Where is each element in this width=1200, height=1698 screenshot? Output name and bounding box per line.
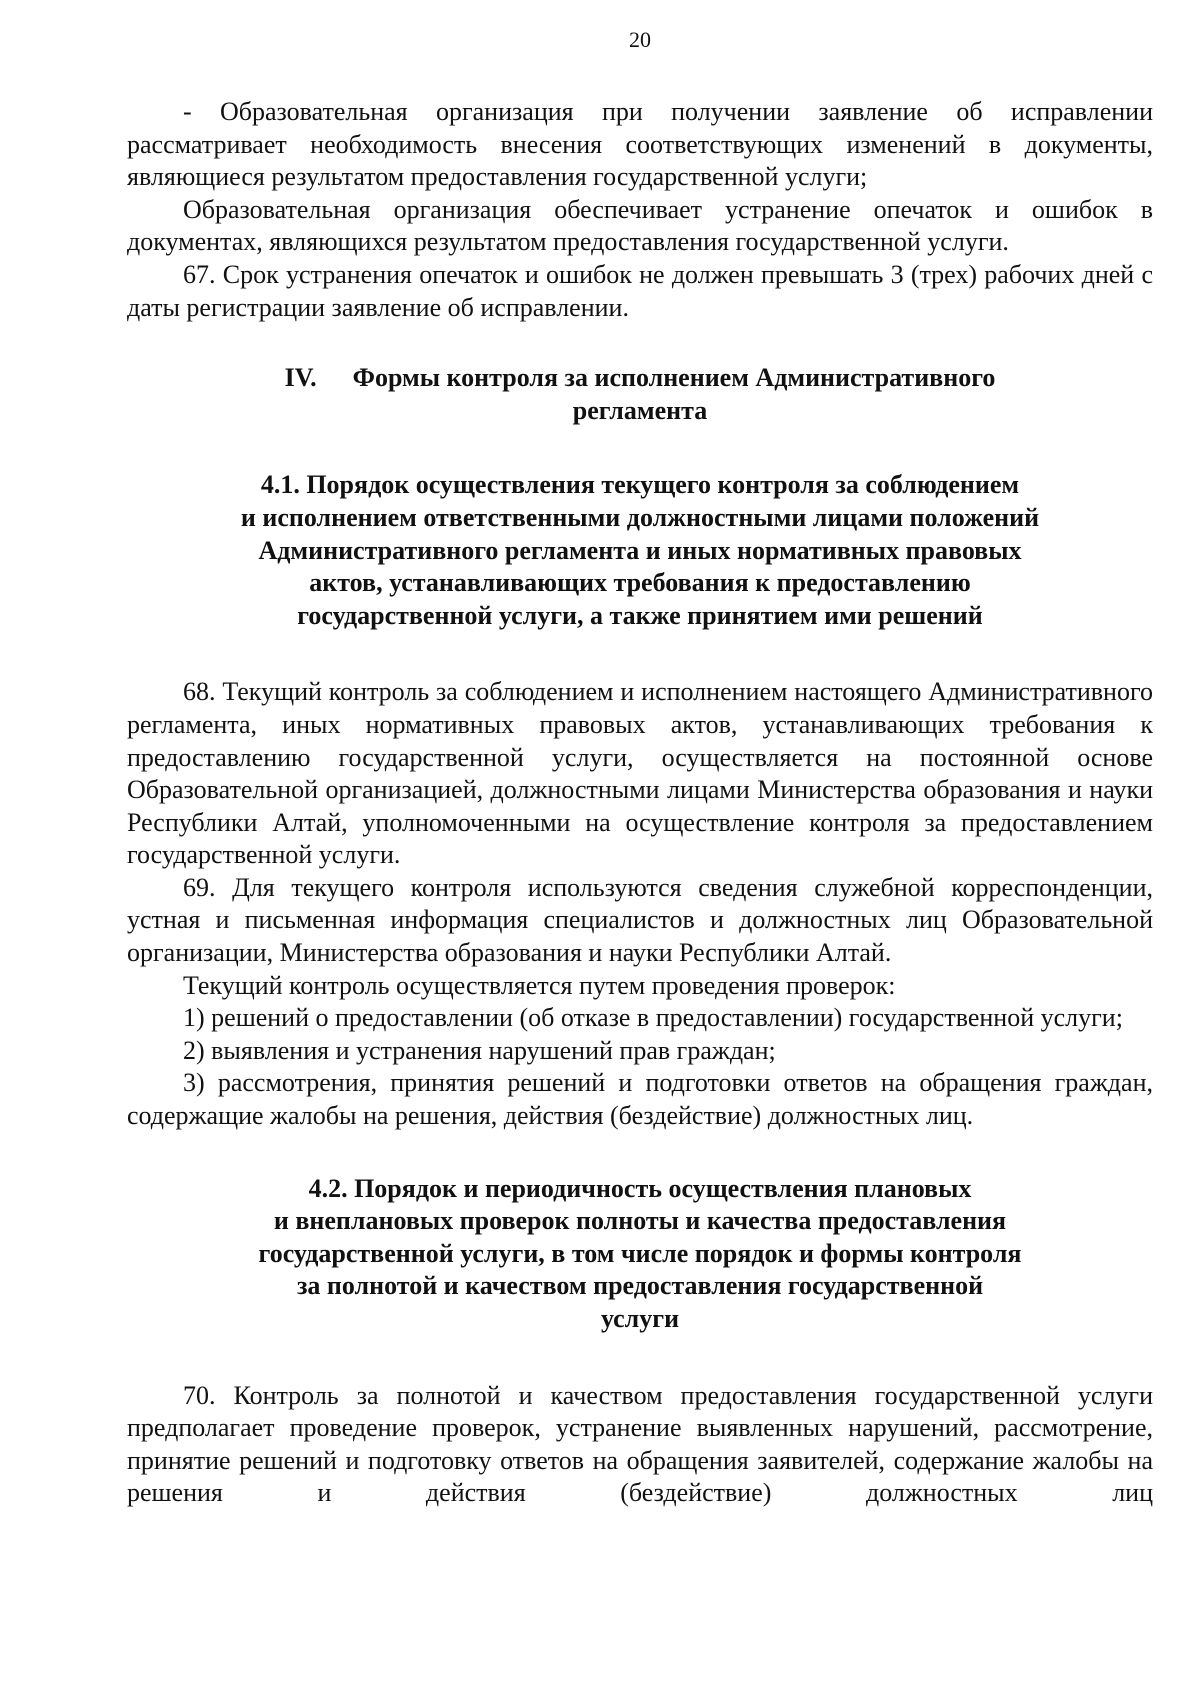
paragraph-69: 69. Для текущего контроля используются сведения служебной корреспонденции, устная и письменная информация специалистов и должностных лиц Образовательной организации, Министерства образования и науки Республики Алтай. bbox=[127, 872, 1153, 968]
list-item-1: 1) решений о предоставлении (об отказе в предоставлении) государственной услуги; bbox=[183, 1003, 1123, 1033]
paragraph-current-control: Текущий контроль осуществляется путем проведения проверок: bbox=[183, 970, 896, 1000]
subsection-4-1-heading bbox=[127, 469, 1153, 632]
section-iv-number: IV. bbox=[284, 363, 317, 393]
paragraph-68: 68. Текущий контроль за соблюдением и исполнением настоящего Административного регламента, иных нормативных правовых актов, устанавливающих требования к предоставлению государственной услуги, осуществляется на постоянной основе Образовательной организацией, должностными лицами Министерства образования и науки Республики Алтай, уполномоченными на осуществление контроля за предоставлением государственной услуги. bbox=[127, 677, 1153, 870]
subsection-4-1-line: 4.1. Порядок осуществления текущего контроля за соблюдением bbox=[260, 470, 1020, 500]
subsection-4-2-line: государственной услуги, в том числе порядок и формы контроля bbox=[258, 1238, 1022, 1268]
section-iv-title-line1: Формы контроля за исполнением Административного bbox=[352, 363, 996, 393]
section-iv-title-line2: регламента bbox=[572, 395, 708, 425]
paragraph-correction-review: - Образовательная организация при получении заявление об исправлении рассматривает необходимость внесения соответствующих изменений в документы, являющиеся результатом предоставления государственной услуги; bbox=[127, 97, 1153, 192]
paragraph-67: 67. Срок устранения опечаток и ошибок не должен превышать 3 (трех) рабочих дней с даты регистрации заявление об исправлении. bbox=[127, 259, 1153, 322]
subsection-4-1-line: актов, устанавливающих требования к предоставлению bbox=[309, 568, 971, 598]
subsection-4-2-line: услуги bbox=[600, 1304, 680, 1333]
list-item-3: 3) рассмотрения, принятия решений и подготовки ответов на обращения граждан, содержащие жалобы на решения, действия (бездействие) должностных лиц. bbox=[127, 1068, 1153, 1131]
paragraph-70: 70. Контроль за полнотой и качеством предоставления государственной услуги предполагает проведение проверок, устранение выявленных нарушений, рассмотрение, принятие решений и подготовку ответов на обращения заявителей, содержание жалобы на решения и действия (бездействие) должностных лиц bbox=[127, 1380, 1153, 1508]
page-number: 20 bbox=[629, 27, 651, 52]
subsection-4-2-line: за полнотой и качеством предоставления государственной bbox=[296, 1271, 984, 1301]
section-iv-heading bbox=[127, 362, 1153, 427]
subsection-4-2-line: и внеплановых проверок полноты и качества предоставления bbox=[273, 1206, 1007, 1236]
subsection-4-1-line: и исполнением ответственными должностными лицами положений bbox=[240, 502, 1040, 532]
subsection-4-2-heading bbox=[127, 1173, 1153, 1336]
list-item-2: 2) выявления и устранения нарушений прав граждан; bbox=[183, 1035, 776, 1065]
subsection-4-1-line: государственной услуги, а также принятием ими решений bbox=[297, 600, 983, 630]
subsection-4-2-line: 4.2. Порядок и периодичность осуществления плановых bbox=[308, 1173, 972, 1203]
subsection-4-1-line: Административного регламента и иных нормативных правовых bbox=[258, 535, 1022, 565]
paragraph-correction-ensure: Образовательная организация обеспечивает устранение опечаток и ошибок в документах, являющихся результатом предоставления государственной услуги. bbox=[127, 194, 1153, 257]
